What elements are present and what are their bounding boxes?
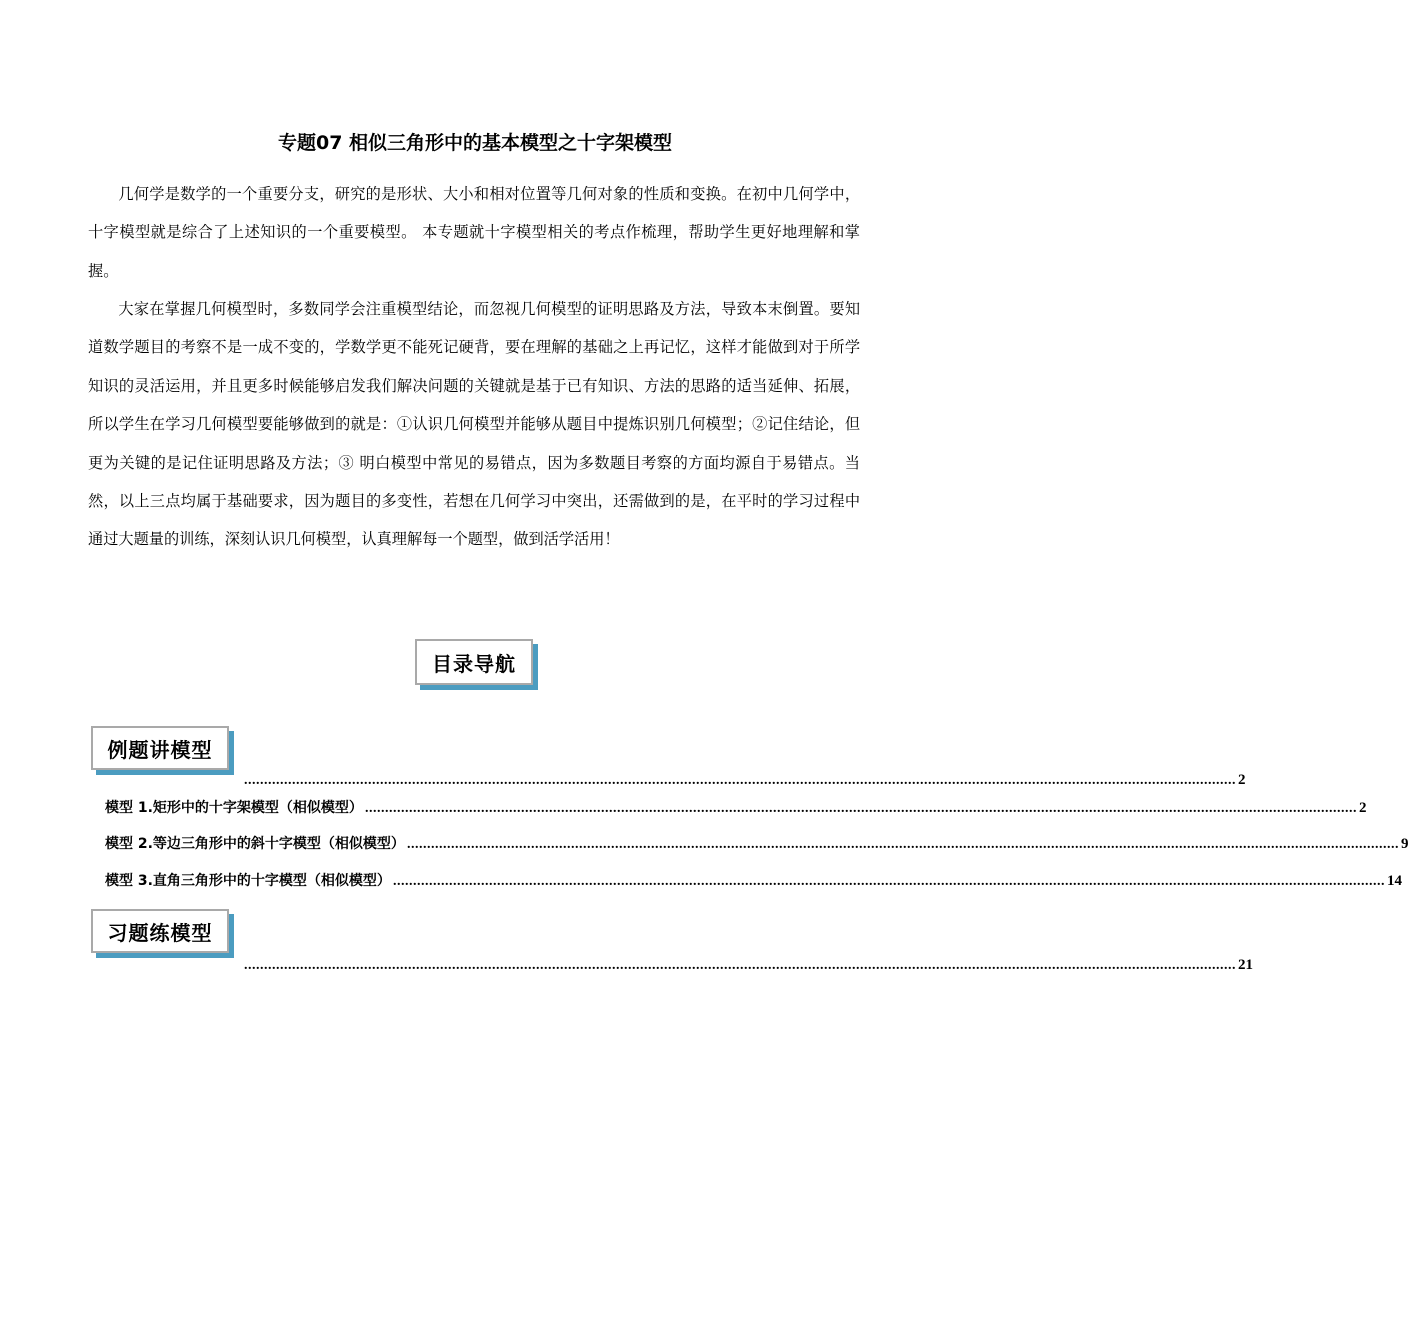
- toc-page-number: 21: [1238, 957, 1253, 973]
- toc-entry-exercises[interactable]: [242, 957, 1253, 974]
- toc-entry-examples[interactable]: [242, 772, 1246, 789]
- toc-entry-label: 模型 1.矩形中的十字架模型（相似模型）: [105, 800, 363, 816]
- page-title: 专题07 相似三角形中的基本模型之十字架模型: [277, 132, 673, 154]
- toc-page-number: 2: [1358, 800, 1367, 816]
- toc-entry-model-3[interactable]: [105, 870, 1402, 890]
- toc-nav-label: 目录导航: [415, 639, 533, 685]
- toc-leader-dots: ........................................................................................................................................................................................................................................................: [406, 837, 1399, 852]
- intro-paragraph-2: 大家在掌握几何模型时，多数同学会注重模型结论，而忽视几何模型的证明思路及方法，导致本末倒置。要知道数学题目的考察不是一成不变的，学数学更不能死记硬背，要在理解的基础之上再记忆，这样才能做到对于所学知识的灵活运用，并且更多时候能够启发我们解决问题的关键就是基于已有知识、方法的思路的适当延伸、拓展，所以学生在学习几何模型要能够做到的就是：①认识几何模型并能够从题目中提炼识别几何模型；②记住结论，但更为关键的是记住证明思路及方法；③ 明白模型中常见的易错点，因为多数题目考察的方面均源自于易错点。当然，以上三点均属于基础要求，因为题目的多变性，若想在几何学习中突出，还需做到的是，在平时的学习过程中通过大题量的训练，深刻认识几何模型，认真理解每一个题型，做到活学活用！: [88, 300, 860, 549]
- toc-entry-model-2[interactable]: [105, 833, 1408, 853]
- toc-leader-dots: ........................................................................................................................................................................................................................................................: [392, 874, 1385, 889]
- toc-page-number: 9: [1400, 836, 1408, 852]
- toc-section-examples-label: 例题讲模型: [91, 726, 229, 770]
- toc-leader-dots: ........................................................................................................................................................................................................................................................: [364, 801, 1357, 816]
- toc-page-number: 14: [1386, 873, 1402, 889]
- toc-entry-label: 模型 2.等边三角形中的斜十字模型（相似模型）: [105, 836, 405, 852]
- toc-leader-dots: ........................................................................................................................................................................................................................................................: [244, 773, 1236, 788]
- toc-section-exercises-label: 习题练模型: [91, 909, 229, 953]
- toc-leader-dots: ........................................................................................................................................................................................................................................................: [244, 958, 1236, 973]
- toc-entry-label: 模型 3.直角三角形中的十字模型（相似模型）: [105, 873, 391, 889]
- toc-page-number: 2: [1238, 772, 1246, 788]
- intro-paragraph-1: 几何学是数学的一个重要分支，研究的是形状、大小和相对位置等几何对象的性质和变换。在初中几何学中，十字模型就是综合了上述知识的一个重要模型。 本专题就十字模型相关的考点作梳理，帮助学生更好地理解和掌握。: [88, 185, 860, 280]
- toc-entry-model-1[interactable]: [105, 797, 1367, 817]
